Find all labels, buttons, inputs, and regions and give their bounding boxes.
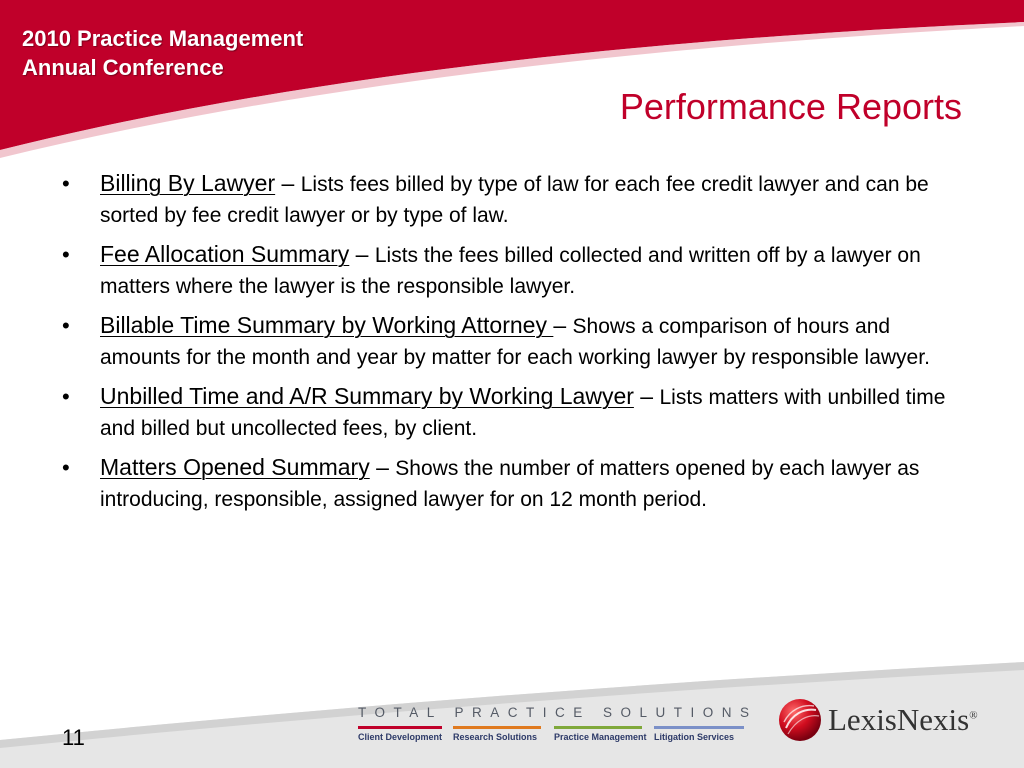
bullet-list [62, 168, 962, 523]
bullet-marker: • [62, 242, 70, 267]
bullet-item [62, 452, 962, 515]
category-label: Litigation Services [654, 732, 735, 742]
bullet-separator: – [633, 383, 660, 409]
bullet-description: Shows a comparison of hours and amounts for the month and year by matter for each working lawyer by responsible lawyer. [100, 315, 930, 369]
category-color-bar [453, 726, 541, 729]
page-title: Performance Reports [619, 86, 962, 127]
conference-title-line2: Annual Conference [22, 55, 224, 80]
bullet-item [62, 168, 962, 231]
bullet-separator: – [275, 170, 301, 196]
bullet-heading: Billing By Lawyer [100, 170, 276, 196]
page-number: 11 [62, 725, 85, 750]
category-color-bar [554, 726, 642, 729]
bullet-separator: – [349, 241, 375, 267]
bullet-separator: – [369, 454, 396, 480]
bullet-description: Lists fees billed by type of law for each fee credit lawyer and can be sorted by fee credit lawyer or by type of law. [100, 173, 929, 227]
bullet-body [100, 239, 962, 302]
category-color-bar [654, 726, 744, 729]
category-litigation-services [654, 726, 744, 744]
registered-mark: ® [969, 709, 978, 722]
bullet-marker: • [62, 384, 70, 409]
bullet-separator: – [553, 312, 573, 338]
category-label: Research Solutions [453, 732, 538, 742]
conference-title [22, 24, 303, 82]
bullet-item [62, 310, 962, 373]
bullet-heading: Matters Opened Summary [100, 454, 370, 480]
bullet-body [100, 452, 962, 515]
bullet-marker: • [62, 171, 70, 196]
bullet-description: Lists the fees billed collected and written off by a lawyer on matters where the lawyer is the responsible lawyer. [100, 244, 921, 298]
bullet-heading: Fee Allocation Summary [100, 241, 350, 267]
bullet-description: Lists matters with unbilled time and billed but uncollected fees, by client. [100, 386, 946, 440]
bullet-marker: • [62, 313, 70, 338]
category-label: Practice Management [554, 732, 647, 742]
bullet-description: Shows the number of matters opened by each lawyer as introducing, responsible, assigned lawyer for on 12 month period. [100, 457, 920, 511]
total-practice-solutions-title: TOTAL PRACTICE SOLUTIONS [358, 705, 758, 720]
bullet-body [100, 168, 962, 231]
bullet-item [62, 239, 962, 302]
bullet-marker: • [62, 455, 70, 480]
category-color-bar [358, 726, 442, 729]
bullet-body [100, 381, 962, 444]
category-label: Client Development [358, 732, 443, 742]
bullet-item [62, 381, 962, 444]
category-client-development [358, 726, 442, 744]
conference-title-line1: 2010 Practice Management [22, 26, 304, 51]
bullet-heading: Unbilled Time and A/R Summary by Working Lawyer [100, 383, 634, 409]
category-practice-management [554, 726, 647, 744]
lexisnexis-wordmark [828, 702, 978, 738]
lexisnexis-globe-icon [778, 698, 822, 742]
bullet-body [100, 310, 962, 373]
category-research-solutions [453, 726, 541, 744]
brand-name: LexisNexis [828, 702, 970, 737]
bullet-heading: Billable Time Summary by Working Attorney [100, 312, 554, 338]
